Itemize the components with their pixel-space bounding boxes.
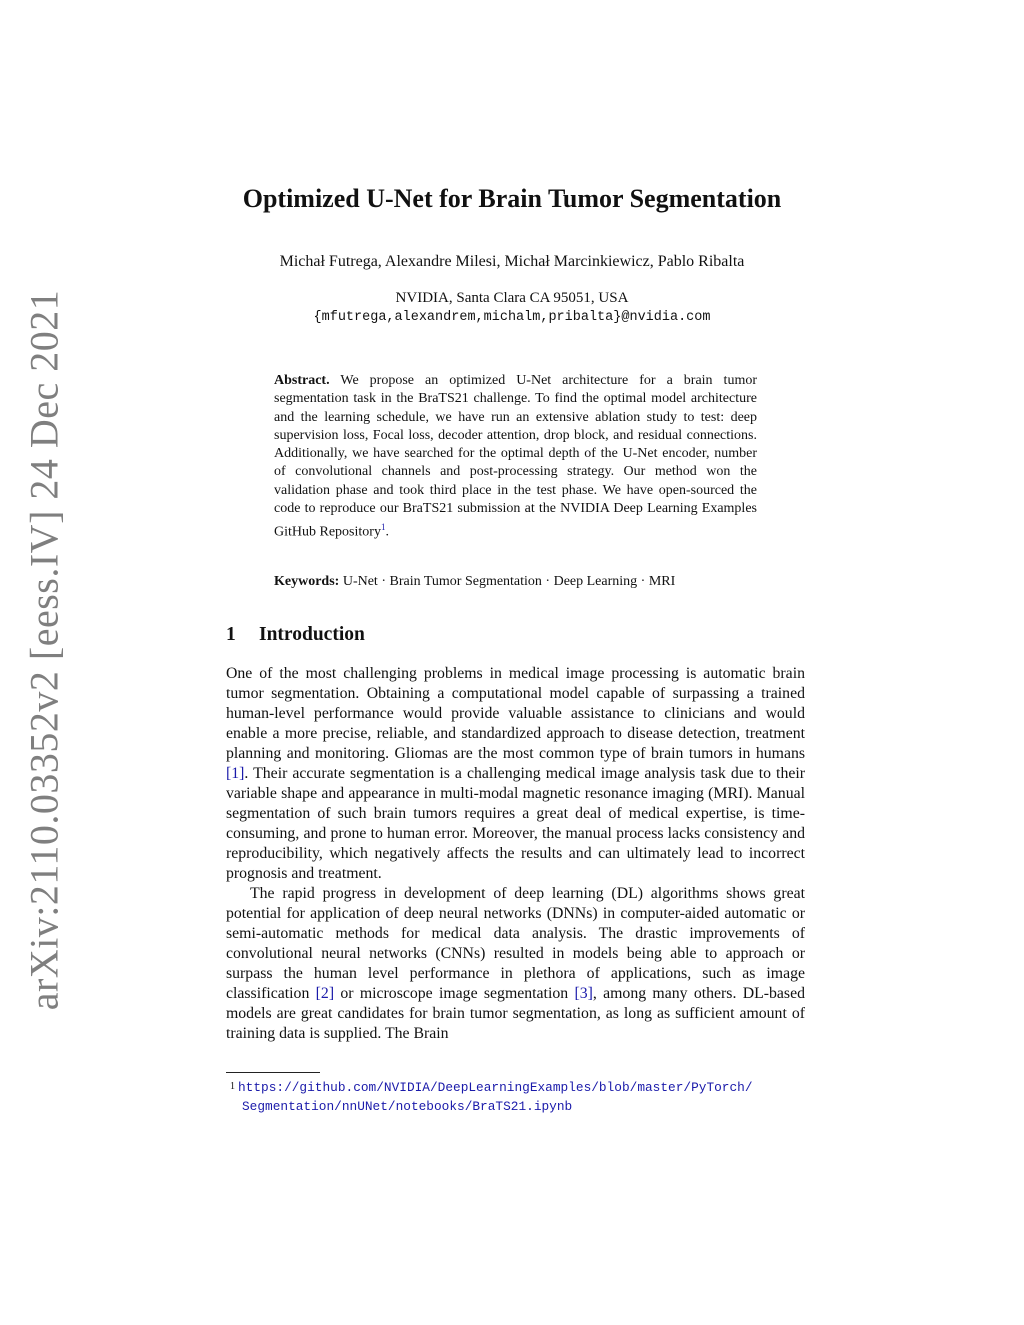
keywords	[274, 573, 757, 591]
paragraph-2-text-b: or microscope image segmentation	[334, 985, 575, 1002]
footnote-url-line-2[interactable]: Segmentation/nnUNet/notebooks/BraTS21.ipynb	[242, 1099, 573, 1114]
paragraph-1-text-a: One of the most challenging problems in medical image processing is automatic brain tumor segmentation. Obtaining a computational model capable of surpassing a trained human-level performance would provide valuable assistance to clinicians and would enable a more precise, reliable, and standardized approach to disease detection, treatment planning and monitoring. Gliomas are the most common type of brain tumors in humans	[226, 665, 805, 762]
keywords-label: Keywords:	[274, 574, 340, 589]
footnote-1	[230, 1077, 805, 1116]
section-number: 1	[226, 624, 236, 645]
keywords-text: U-Net · Brain Tumor Segmentation · Deep Learning · MRI	[342, 574, 676, 589]
paper-title: Optimized U-Net for Brain Tumor Segmentation	[242, 184, 782, 213]
footnote-reference-1[interactable]: 1	[380, 522, 386, 533]
paragraph-2	[226, 884, 805, 1044]
footnote-url-line-1[interactable]: https://github.com/NVIDIA/DeepLearningExamples/blob/master/PyTorch/	[238, 1080, 753, 1095]
section-heading-introduction	[226, 624, 365, 646]
arxiv-identifier: arXiv:2110.03352v2 [eess.IV] 24 Dec 2021	[21, 289, 67, 1011]
abstract-text: We propose an optimized U-Net architecture for a brain tumor segmentation task in the BraTS21 challenge. To find the optimal model architecture and the learning schedule, we have run an extensive ablation study to test: deep supervision loss, Focal loss, decoder attention, drop block, and residual connections. Additionally, we have searched for the optimal depth of the U-Net encoder, number of convolutional channels and post-processing strategy. Our method won the validation phase and took third place in the test phase. We have open-sourced the code to reproduce our BraTS21 submission at the NVIDIA Deep Learning Examples GitHub Repository	[274, 373, 757, 541]
institution: NVIDIA, Santa Clara CA 95051, USA	[395, 290, 629, 306]
citation-3[interactable]: [3]	[574, 985, 593, 1002]
arxiv-sidebar	[0, 289, 88, 1011]
affiliation-block	[0, 288, 1024, 328]
author-emails[interactable]: {mfutrega,alexandrem,michalm,pribalta}@nvidia.com	[313, 310, 711, 325]
author-list: Michał Futrega, Alexandre Milesi, Michał Marcinkiewicz, Pablo Ribalta	[279, 253, 745, 270]
paragraph-2-text-a: The rapid progress in development of deep learning (DL) algorithms shows great potential for application of deep neural networks (DNNs) in computer-aided automatic or semi-automatic methods for medical data analysis. The drastic improvements of convolutional neural networks (CNNs) resulted in models being able to approach or surpass the human level performance in plethora of applications, such as image classification	[226, 885, 805, 1002]
footnote-mark: 1	[230, 1081, 235, 1092]
abstract-end: .	[385, 525, 389, 541]
abstract-label: Abstract.	[274, 373, 330, 388]
paragraph-1	[226, 664, 805, 884]
section-title: Introduction	[259, 624, 365, 645]
footnote-divider	[226, 1072, 320, 1073]
paragraph-2-text-c: , among many others. DL-based models are great candidates for brain tumor segmentation, as long as sufficient amount of training data is supplied. The Brain	[226, 985, 805, 1042]
citation-1[interactable]: [1]	[226, 765, 245, 782]
paragraph-1-text-b: . Their accurate segmentation is a challenging medical image analysis task due to their variable shape and appearance in multi-modal magnetic resonance imaging (MRI). Manual segmentation of such brain tumors requires a great deal of medical expertise, is time-consuming, and prone to human error. Moreover, the manual process lacks consistency and reproducibility, which negatively affects the results and can ultimately lead to incorrect prognosis and treatment.	[226, 765, 805, 882]
citation-2[interactable]: [2]	[315, 985, 335, 1002]
introduction-body	[226, 664, 805, 1044]
abstract	[274, 372, 757, 542]
